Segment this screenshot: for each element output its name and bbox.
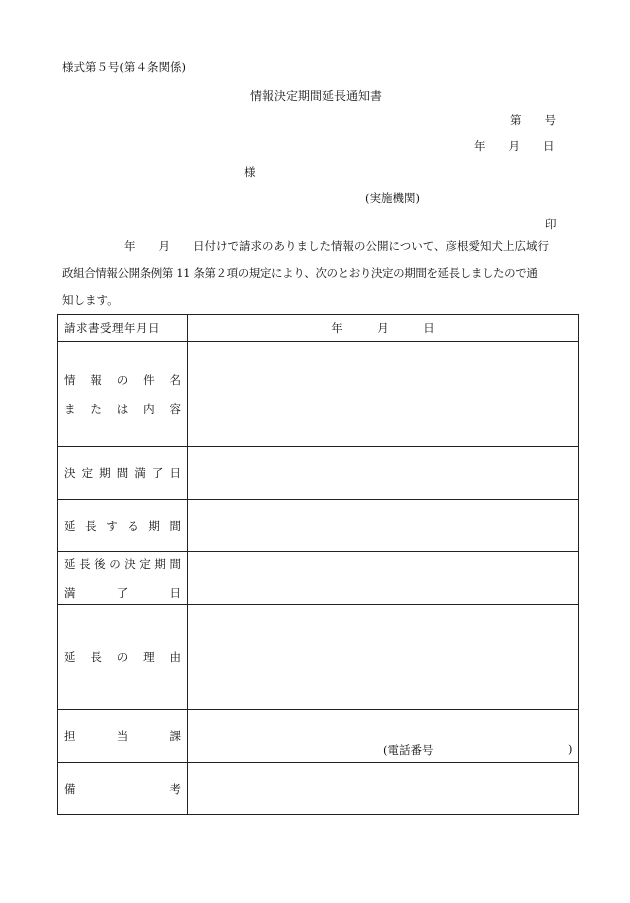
document-number-line: 第 号 xyxy=(510,113,556,127)
phone-number-close: ) xyxy=(568,742,573,756)
label-department xyxy=(58,710,188,763)
label-char: 間 xyxy=(169,556,181,571)
label-char: 当 xyxy=(116,729,129,743)
issue-date-line: 年 月 日 xyxy=(474,139,555,153)
label-char: 期 xyxy=(148,518,160,533)
label-char: 由 xyxy=(169,650,181,664)
addressee-suffix: 様 xyxy=(244,165,256,179)
label-char: 考 xyxy=(169,781,181,796)
label-char: 了 xyxy=(116,585,129,600)
label-char: る xyxy=(127,518,139,533)
table-row xyxy=(58,605,579,710)
notice-body-line-3: 知します。 xyxy=(62,293,119,307)
notice-body-line-2: 政組合情報公開条例第 11 条第２項の規定により、次のとおり決定の期間を延長しましたので通 xyxy=(62,266,538,280)
label-char: 報 xyxy=(90,372,102,387)
label-char: 長 xyxy=(90,650,102,664)
label-info-subject-line-2 xyxy=(64,401,181,417)
value-remarks[interactable] xyxy=(188,763,579,815)
notice-body-line-1: 年 月 日付けで請求のありました情報の公開について、彦根愛知犬上広域行 xyxy=(124,239,550,253)
label-char: 延 xyxy=(64,518,76,533)
label-char: 定 xyxy=(139,556,151,571)
label-char: 決 xyxy=(64,466,76,480)
label-char: 備 xyxy=(64,781,76,796)
label-char: 間 xyxy=(169,518,181,533)
phone-number-label: (電話番号 xyxy=(383,743,434,757)
table-row xyxy=(58,342,579,447)
value-info-subject[interactable] xyxy=(188,342,579,447)
label-char: 定 xyxy=(81,466,94,480)
label-char: 期 xyxy=(154,556,166,571)
label-char: 件 xyxy=(143,372,155,387)
label-char: 期 xyxy=(99,466,111,480)
label-char: 長 xyxy=(79,556,91,571)
label-char: 間 xyxy=(116,466,129,480)
label-char: す xyxy=(106,518,118,533)
form-number: 様式第５号(第４条関係) xyxy=(62,60,186,74)
label-char: 理 xyxy=(143,650,155,664)
label-char: 容 xyxy=(169,401,181,416)
label-char: 日 xyxy=(169,466,181,480)
notice-body xyxy=(62,233,580,314)
label-char: 後 xyxy=(94,556,106,571)
label-extension-period xyxy=(58,500,188,552)
label-char: の xyxy=(109,556,121,571)
implementing-agency-label: (実施機関) xyxy=(365,191,420,205)
label-char: 長 xyxy=(85,518,97,533)
label-char: は xyxy=(116,401,129,416)
value-department[interactable] xyxy=(188,710,579,763)
table-row xyxy=(58,315,579,342)
table-row xyxy=(58,447,579,500)
extension-details-table xyxy=(57,314,579,815)
label-char: 担 xyxy=(64,729,76,743)
label-extension-reason xyxy=(58,605,188,710)
seal-mark: 印 xyxy=(545,217,557,231)
document-title: 情報決定期間延長通知書 xyxy=(250,89,383,103)
label-info-subject xyxy=(58,342,188,447)
label-char: 情 xyxy=(64,372,76,387)
value-extended-deadline[interactable] xyxy=(188,552,579,605)
label-char: 課 xyxy=(169,729,181,743)
label-char: 名 xyxy=(169,372,181,387)
table-row xyxy=(58,710,579,763)
table-row xyxy=(58,763,579,815)
label-char: た xyxy=(90,401,102,416)
label-char: 延 xyxy=(64,650,76,664)
table-row xyxy=(58,552,579,605)
value-extension-period[interactable] xyxy=(188,500,579,552)
label-char: 満 xyxy=(134,466,146,480)
label-info-subject-line-1 xyxy=(64,372,181,388)
label-request-received-date: 請求書受理年月日 xyxy=(58,315,188,342)
value-extension-reason[interactable] xyxy=(188,605,579,710)
label-char: の xyxy=(116,650,129,664)
label-remarks xyxy=(58,763,188,815)
label-char: の xyxy=(116,372,129,387)
label-char: 内 xyxy=(143,401,155,416)
label-char: 決 xyxy=(124,556,136,571)
label-char: ま xyxy=(64,401,76,416)
label-char: 満 xyxy=(64,585,76,600)
value-request-received-date[interactable]: 年 月 日 xyxy=(188,315,579,342)
label-decision-deadline xyxy=(58,447,188,500)
table-row xyxy=(58,500,579,552)
label-char: 了 xyxy=(151,466,164,480)
label-extended-deadline xyxy=(58,552,188,605)
label-char: 延 xyxy=(64,556,76,571)
value-decision-deadline[interactable] xyxy=(188,447,579,500)
label-char: 日 xyxy=(169,585,181,600)
